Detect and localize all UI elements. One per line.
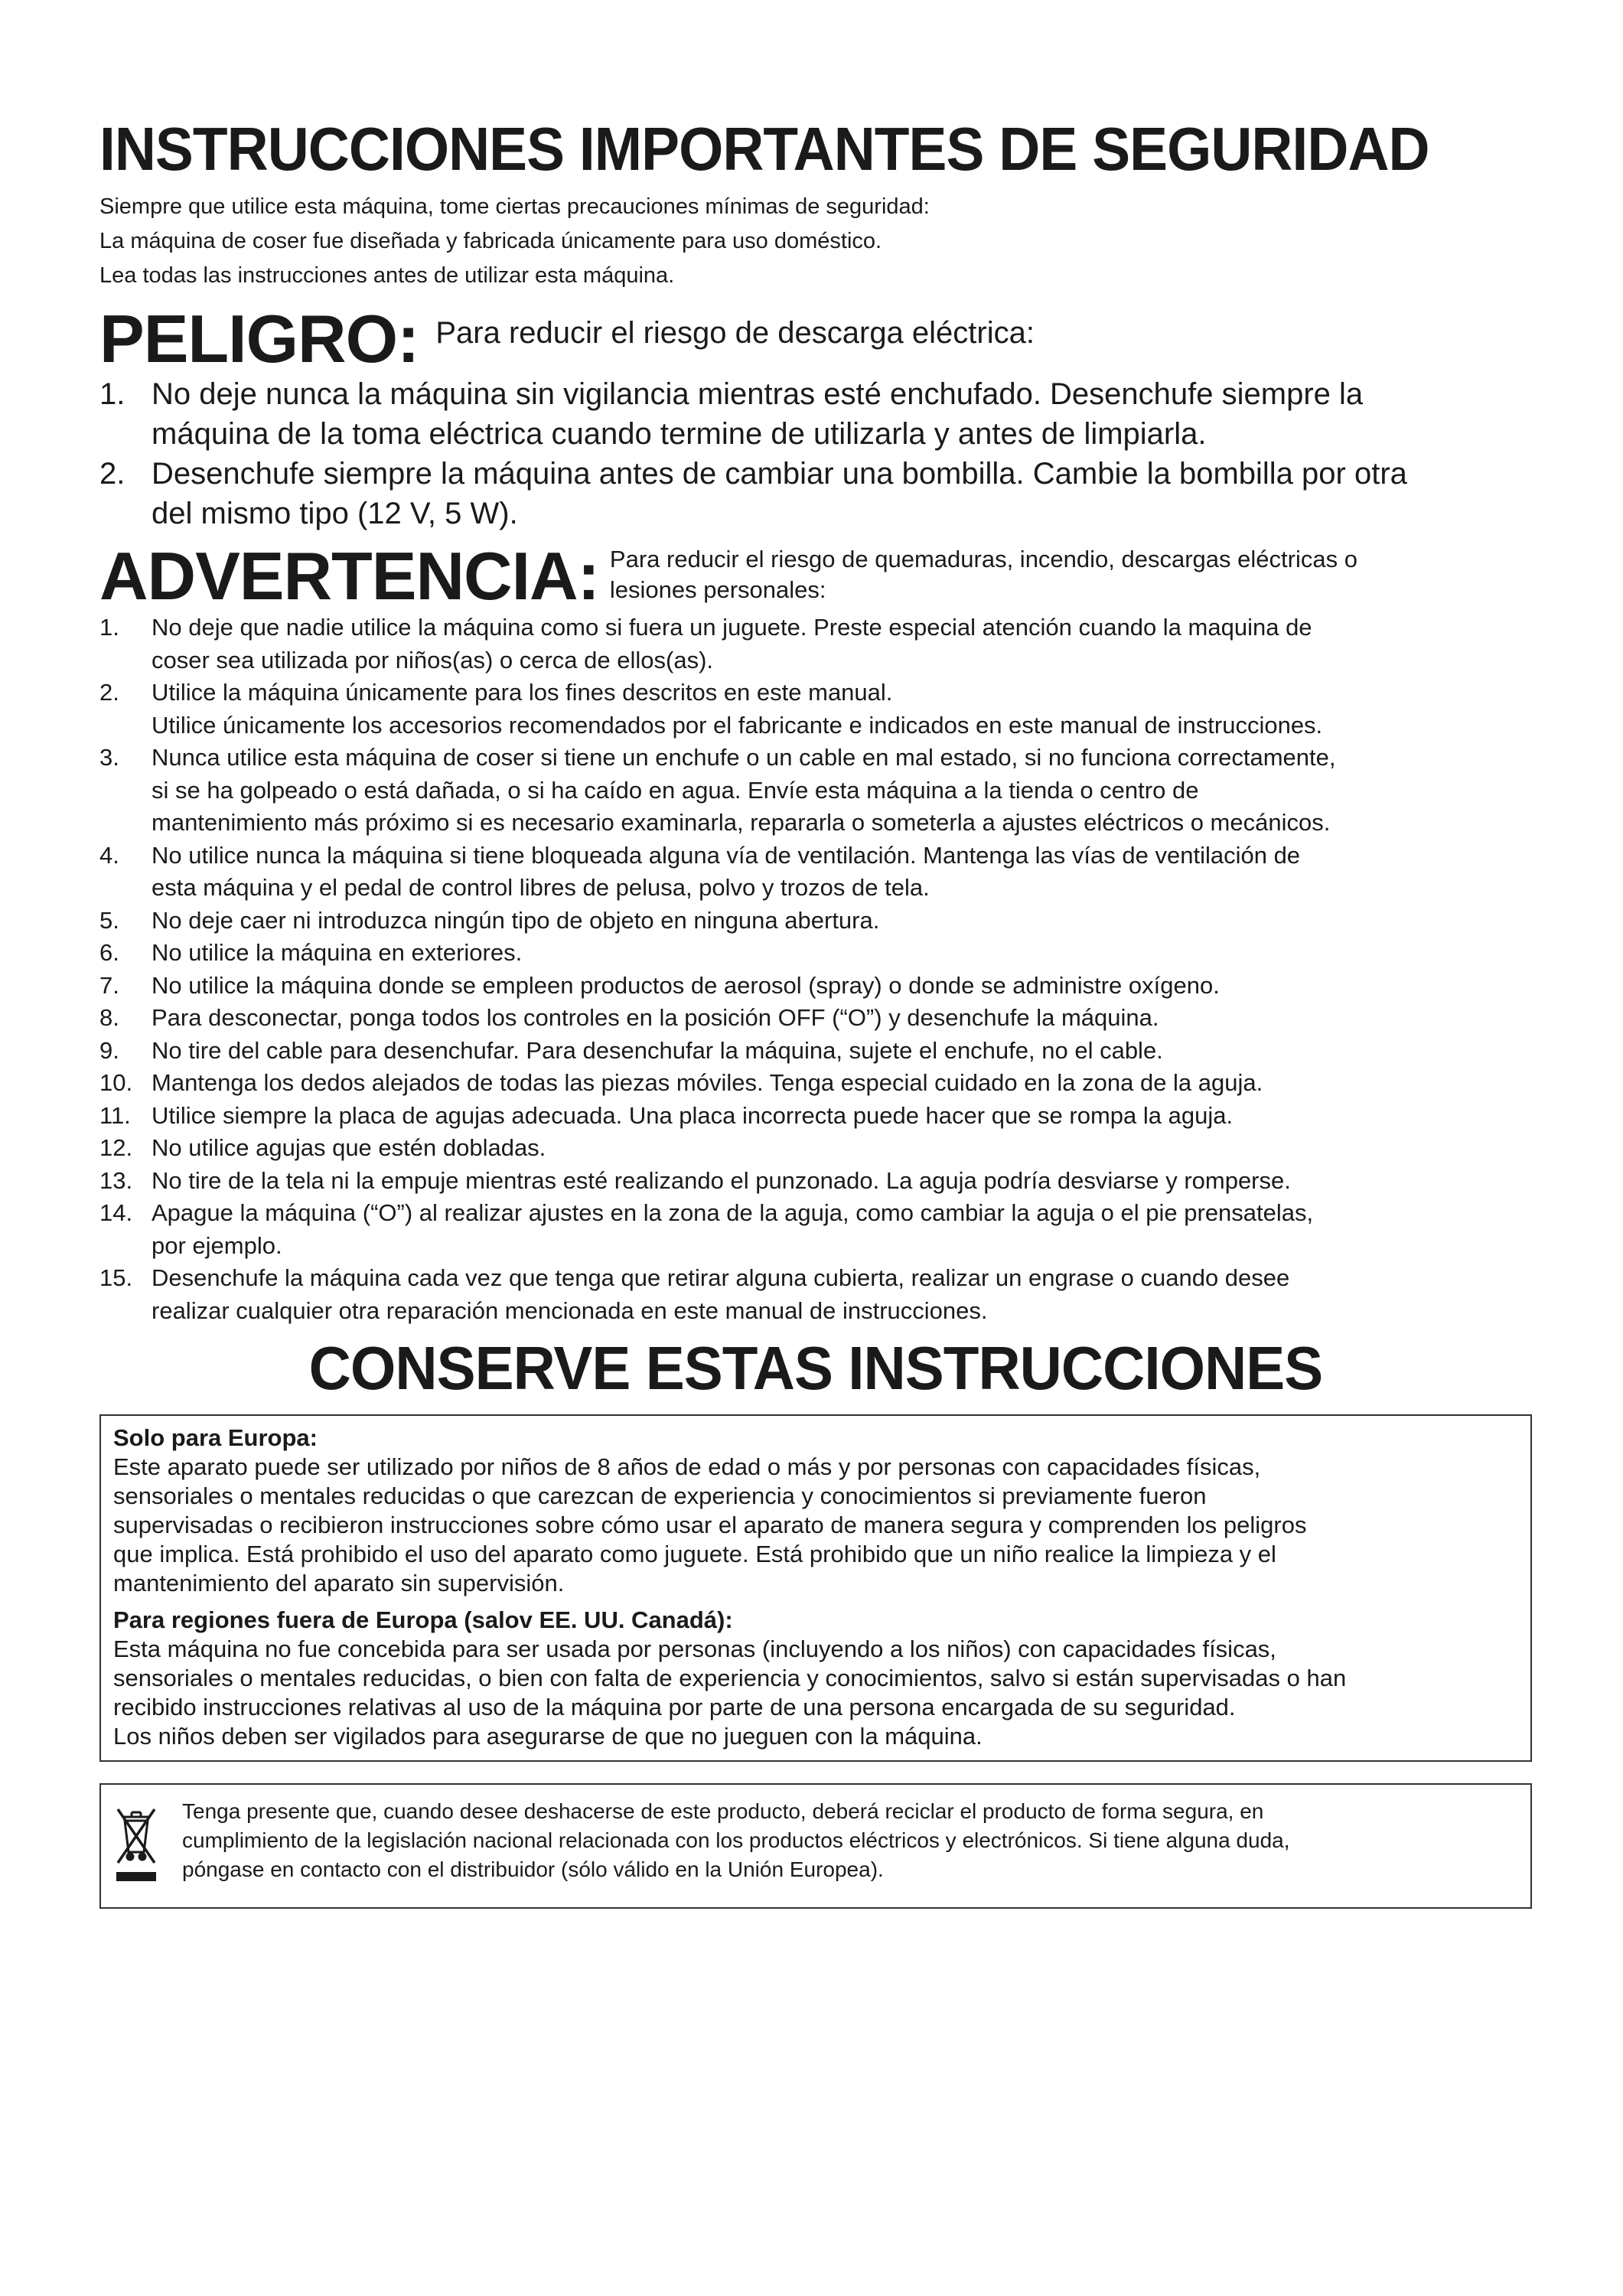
item-line: Utilice siempre la placa de agujas adecuada. Una placa incorrecta puede hacer que se rompa la aguja. [152,1101,1234,1129]
warning-heading: ADVERTENCIA: [99,538,599,614]
item-number: 13. [99,1166,133,1194]
outside-europe-heading: Para regiones fuera de Europa (salov EE. UU. Canadá): [113,1606,733,1633]
item-number: 15. [99,1264,133,1291]
save-instructions-title: CONSERVE ESTAS INSTRUCCIONES [308,1334,1323,1402]
danger-list [99,374,1532,533]
item-line: del mismo tipo (12 V, 5 W). [152,497,518,530]
item-line: si se ha golpeado o está dañada, o si ha caído en agua. Envíe esta máquina a la tienda o centro de [152,776,1199,804]
list-item [99,937,1532,970]
weee-text [182,1797,1290,1884]
weee-line: cumplimiento de la legislación nacional relacionada con los productos eléctricos y electrónicos. Si tiene alguna duda, [182,1828,1290,1852]
item-line: Desenchufe siempre la máquina antes de cambiar una bombilla. Cambie la bombilla por otra [152,457,1407,491]
item-number: 4. [99,841,119,869]
list-item [99,970,1532,1003]
item-line: esta máquina y el pedal de control libres de pelusa, polvo y trozos de tela. [152,874,930,901]
europe-paragraph [113,1453,1518,1598]
item-line: No utilice agujas que estén dobladas. [152,1134,546,1161]
intro-line: La máquina de coser fue diseñada y fabricada únicamente para uso doméstico. [99,229,882,253]
item-number: 11. [99,1101,131,1129]
warning-list [99,612,1532,1327]
item-line: No utilice nunca la máquina si tiene bloqueada alguna vía de ventilación. Mantenga las vías de ventilación de [152,841,1301,869]
list-item [99,742,1532,840]
danger-heading: PELIGRO: [99,301,419,377]
list-item [99,1100,1532,1133]
item-number: 12. [99,1134,133,1161]
page-title: INSTRUCCIONES IMPORTANTES DE SEGURIDAD [99,115,1429,183]
item-number: 1. [99,614,119,641]
item-line: Nunca utilice esta máquina de coser si tiene un enchufe o un cable en mal estado, si no funciona correctamente, [152,744,1336,771]
list-item [99,1002,1532,1035]
paragraph-line: mantenimiento del aparato sin supervisión. [113,1570,565,1596]
list-item [99,374,1532,454]
list-item [99,612,1532,677]
weee-recycling-box [99,1783,1532,1909]
list-item [99,1132,1532,1165]
item-line: No deje caer ni introduzca ningún tipo de objeto en ninguna abertura. [152,906,880,934]
europe-heading: Solo para Europa: [113,1424,318,1451]
list-item [99,677,1532,742]
item-line: coser sea utilizada por niños(as) o cerca de ellos(as). [152,646,714,673]
warning-subtitle-line: lesiones personales: [609,576,826,603]
paragraph-line: Esta máquina no fue concebida para ser usada por personas (incluyendo a los niños) con capacidades físicas, [113,1636,1276,1662]
item-line: Utilice la máquina únicamente para los fines descritos en este manual. [152,679,893,706]
warning-heading-row [99,538,1532,614]
item-line: mantenimiento más próximo si es necesario examinarla, repararla o someterla a ajustes eléctricos o mecánicos. [152,809,1331,836]
paragraph-line: supervisadas o recibieron instrucciones sobre cómo usar el aparato de manera segura y comprenden los peligros [113,1512,1307,1538]
list-item [99,905,1532,938]
item-line: realizar cualquier otra reparación mencionada en este manual de instrucciones. [152,1296,988,1324]
paragraph-line: sensoriales o mentales reducidas o que carezcan de experiencia y conocimientos si previamente fueron [113,1482,1207,1509]
item-number: 10. [99,1069,133,1096]
item-number: 5. [99,906,119,934]
danger-subtitle: Para reducir el riesgo de descarga eléctrica: [435,316,1035,350]
paragraph-line: sensoriales o mentales reducidas, o bien con falta de experiencia y conocimientos, salvo si están supervisadas o han [113,1665,1347,1691]
paragraph-line: Los niños deben ser vigilados para asegurarse de que no jueguen con la máquina. [113,1723,983,1750]
intro-line: Siempre que utilice esta máquina, tome ciertas precauciones mínimas de seguridad: [99,194,930,219]
warning-subtitle-line: Para reducir el riesgo de quemaduras, incendio, descargas eléctricas o [609,546,1357,572]
list-item [99,1035,1532,1068]
item-number: 14. [99,1199,133,1226]
paragraph-line: Este aparato puede ser utilizado por niños de 8 años de edad o más y por personas con capacidades físicas, [113,1453,1261,1480]
paragraph-line: recibido instrucciones relativas al uso de la máquina por parte de una persona encargada de su seguridad. [113,1694,1236,1720]
item-line: No utilice la máquina donde se empleen productos de aerosol (spray) o donde se administre oxígeno. [152,971,1220,999]
item-line: Mantenga los dedos alejados de todas las piezas móviles. Tenga especial cuidado en la zona de la aguja. [152,1069,1263,1096]
item-line: Apague la máquina (“O”) al realizar ajustes en la zona de la aguja, como cambiar la aguja o el pie prensatelas, [152,1199,1314,1226]
item-line: No deje nunca la máquina sin vigilancia mientras esté enchufado. Desenchufe siempre la [152,377,1364,411]
weee-line: Tenga presente que, cuando desee deshacerse de este producto, deberá reciclar el producto de forma segura, en [182,1799,1264,1823]
intro-line: Lea todas las instrucciones antes de utilizar esta máquina. [99,263,675,288]
warning-subtitle [610,544,1357,612]
item-number: 3. [99,744,119,771]
list-item [99,454,1532,533]
intro-text [99,190,1532,293]
item-line: No utilice la máquina en exteriores. [152,939,523,966]
page-content [99,115,1532,1909]
item-line: Desenchufe la máquina cada vez que tenga que retirar alguna cubierta, realizar un engrase o cuando desee [152,1264,1290,1291]
item-line: por ejemplo. [152,1231,282,1259]
weee-line: póngase en contacto con el distribuidor (sólo válido en la Unión Europea). [182,1857,884,1881]
item-number: 1. [99,377,125,411]
item-number: 6. [99,939,119,966]
item-line: No tire de la tela ni la empuje mientras esté realizando el punzonado. La aguja podría desviarse y romperse. [152,1166,1291,1194]
list-item [99,1165,1532,1198]
item-number: 9. [99,1036,119,1064]
item-line: máquina de la toma eléctrica cuando termine de utilizarla y antes de limpiarla. [152,417,1207,451]
item-number: 7. [99,971,119,999]
item-number: 2. [99,679,119,706]
item-line: No tire del cable para desenchufar. Para desenchufar la máquina, sujete el enchufe, no el cable. [152,1036,1163,1064]
danger-heading-row [99,301,1532,377]
item-number: 8. [99,1004,119,1031]
list-item [99,1067,1532,1100]
list-item [99,1262,1532,1327]
europe-notice-box [99,1414,1532,1762]
paragraph-line: que implica. Está prohibido el uso del aparato como juguete. Está prohibido que un niño realice la limpieza y el [113,1541,1276,1567]
crossed-out-wheelie-bin-icon [113,1800,159,1893]
item-number: 2. [99,457,125,491]
outside-europe-paragraph [113,1635,1518,1751]
list-item [99,1197,1532,1262]
list-item [99,840,1532,905]
item-line: Utilice únicamente los accesorios recomendados por el fabricante e indicados en este manual de instrucciones. [152,711,1323,739]
item-line: No deje que nadie utilice la máquina como si fuera un juguete. Preste especial atención cuando la maquina de [152,614,1312,641]
item-line: Para desconectar, ponga todos los controles en la posición OFF (“O”) y desenchufe la máquina. [152,1004,1159,1031]
